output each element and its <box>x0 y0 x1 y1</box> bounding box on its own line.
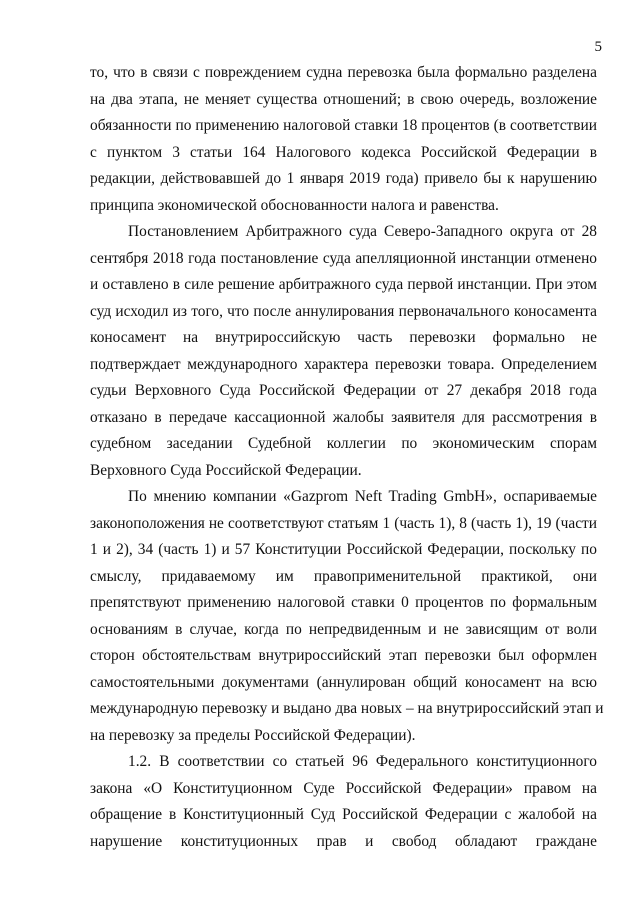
text-line: на два этапа, не меняет существа отношений; в свою очередь, возложение <box>90 90 597 108</box>
text-line: принципа экономической обоснованности налога и равенства. <box>90 196 499 214</box>
text-line: законоположения не соответствуют статьям 1 (часть 1), 8 (часть 1), 19 (части <box>90 514 597 532</box>
paragraph-4 <box>90 749 597 855</box>
paragraph-1 <box>90 60 597 219</box>
text-line: сторон обстоятельствам внутрироссийский этап перевозки был оформлен <box>90 647 597 664</box>
text-line: самостоятельными документами (аннулирован общий коносамент на всю <box>90 673 597 691</box>
text-line: то, что в связи с повреждением судна перевозка была формально разделена <box>90 64 597 81</box>
text-line: основаниям в случае, когда по непредвиденным и не зависящим от воли <box>90 620 597 638</box>
page-number: 5 <box>594 39 602 55</box>
text-line: Верховного Суда Российской Федерации. <box>90 461 362 479</box>
text-line: редакции, действовавшей до 1 января 2019 года) привело бы к нарушению <box>90 170 597 187</box>
text-line: коносамент на внутрироссийскую часть перевозки формально не <box>90 329 597 346</box>
text-line: закона «О Конституционном Суде Российской Федерации» правом на <box>90 779 597 797</box>
text-line: подтверждает международного характера перевозки товара. Определением <box>90 355 597 373</box>
text-line: с пунктом 3 статьи 164 Налогового кодекса Российской Федерации в <box>90 143 597 161</box>
text-line: на перевозку за пределы Российской Федерации). <box>90 726 416 744</box>
paragraph-2 <box>90 219 597 484</box>
text-line: суд исходил из того, что после аннулирования первоначального коносамента <box>90 302 597 320</box>
document-body <box>90 60 604 855</box>
text-line: международную перевозку и выдано два новых – на внутрироссийский этап и <box>90 700 604 717</box>
text-line: По мнению компании «Gazprom Neft Trading GmbH», оспариваемые <box>128 488 597 505</box>
text-line: и оставлено в силе решение арбитражного суда первой инстанции. При этом <box>90 276 597 293</box>
text-line: препятствуют применению налоговой ставки 0 процентов по формальным <box>90 594 597 611</box>
text-line: сентября 2018 года постановление суда апелляционной инстанции отменено <box>90 249 597 267</box>
text-line: судьи Верховного Суда Российской Федерации от 27 декабря 2018 года <box>90 382 597 399</box>
paragraph-3 <box>90 484 604 749</box>
text-line: смыслу, придаваемому им правоприменительной практикой, они <box>90 567 597 585</box>
text-line: судебном заседании Судебной коллегии по экономическим спорам <box>90 435 597 452</box>
text-line: 1 и 2), 34 (часть 1) и 57 Конституции Российской Федерации, поскольку по <box>90 541 597 558</box>
text-line: отказано в передаче кассационной жалобы заявителя для рассмотрения в <box>90 408 597 426</box>
text-line: 1.2. В соответствии со статьей 96 Федерального конституционного <box>128 753 597 770</box>
text-line: Постановлением Арбитражного суда Северо-Западного округа от 28 <box>128 223 597 240</box>
text-line: обращение в Конституционный Суд Российской Федерации с жалобой на <box>90 806 597 823</box>
text-line: обязанности по применению налоговой ставки 18 процентов (в соответствии <box>90 117 597 134</box>
text-line: нарушение конституционных прав и свобод обладают граждане <box>90 832 597 850</box>
